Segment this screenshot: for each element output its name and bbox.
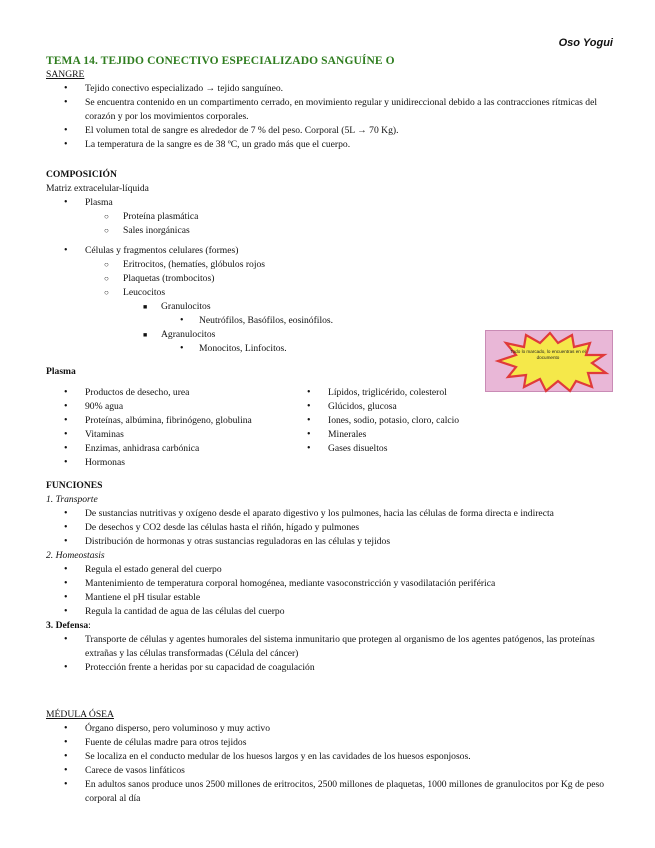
list-item: • Regula la cantidad de agua de las células del cuerpo (46, 605, 621, 619)
composicion-subheading: Matriz extracelular-líquida (46, 183, 149, 194)
medula-section (46, 708, 621, 806)
list-item: ○ Sales inorgánicas (46, 224, 616, 238)
defensa-label-row: 3. Defensa: (46, 620, 91, 631)
granulocitos-detail: • Neutrófilos, Basófilos, eosinófilos. (46, 314, 616, 328)
list-item: • Lípidos, triglicérido, colesterol (289, 386, 589, 400)
list-item: • Transporte de células y agentes humorales del sistema inmunitario que protegen al organismo de los agentes patógenos, las proteínas extrañas y las células transformadas (Célula del cáncer) (46, 633, 621, 661)
list-item: • Glúcidos, glucosa (289, 400, 589, 414)
plasma-right-list (289, 386, 589, 470)
granulocitos-detail-list (46, 314, 616, 328)
list-item: • Tejido conectivo especializado → tejido sanguíneo. (46, 82, 616, 96)
composicion-section (46, 168, 616, 356)
transporte-label: 1. Transporte (46, 494, 98, 505)
list-item: • Iones, sodio, potasio, cloro, calcio (289, 414, 589, 428)
list-item: ○ Proteína plasmática (46, 210, 616, 224)
sangre-heading: SANGRE (46, 69, 85, 80)
list-item: • Protección frente a heridas por su capacidad de coagulación (46, 661, 621, 675)
sangre-list (46, 82, 616, 152)
list-item: • De desechos y CO2 desde las células hasta el riñón, hígado y pulmones (46, 521, 621, 535)
list-item: • Distribución de hormonas y otras sustancias reguladoras en las células y tejidos (46, 535, 621, 549)
cells-item: • Células y fragmentos celulares (formes) (46, 244, 616, 258)
list-item: • Gases disueltos (289, 442, 589, 456)
sangre-section (46, 68, 616, 152)
list-item: • Proteínas, albúmina, fibrinógeno, globulina (46, 414, 289, 428)
plasma-sublist (46, 210, 616, 238)
agranulocitos-detail: • Monocitos, Linfocitos. (46, 342, 616, 356)
agranulocitos-item: ■ Agranulocitos (46, 328, 616, 342)
list-item: • Minerales (289, 428, 589, 442)
list-item: • Regula el estado general del cuerpo (46, 563, 621, 577)
list-item: • En adultos sanos produce unos 2500 millones de eritrocitos, 2500 millones de plaquetas, 1000 millones de granulocitos por Kg de peso corporal al día (46, 778, 621, 806)
list-item: • Carece de vasos linfáticos (46, 764, 621, 778)
list-item: • Órgano disperso, pero voluminoso y muy activo (46, 722, 621, 736)
sticker-text: Todo lo marcado, lo encuentras en el documento (510, 349, 586, 360)
list-item: • Productos de desecho, urea (46, 386, 289, 400)
cells-sublist (46, 258, 616, 300)
list-item: • 90% agua (46, 400, 289, 414)
list-item: • Vitaminas (46, 428, 289, 442)
list-item: • Mantenimiento de temperatura corporal homogénea, mediante vasoconstricción y vasodilatación periférica (46, 577, 621, 591)
list-item: • Mantiene el pH tisular estable (46, 591, 621, 605)
starburst-sticker (485, 330, 613, 392)
plasma-item: • Plasma (46, 196, 616, 210)
composicion-list (46, 196, 616, 210)
defensa-number: 3. (46, 620, 54, 631)
cells-list (46, 244, 616, 258)
granulocitos-list (46, 300, 616, 314)
list-item: • El volumen total de sangre es alrededor de 7 % del peso. Corporal (5L → 70 Kg). (46, 124, 616, 138)
homeostasis-label: 2. Homeostasis (46, 550, 105, 561)
list-item: ○ Eritrocitos, (hematíes, glóbulos rojos (46, 258, 616, 272)
list-item: • De sustancias nutritivas y oxígeno desde el aparato digestivo y los pulmones, hacia las células de forma directa e indirecta (46, 507, 621, 521)
list-item: • La temperatura de la sangre es de 38 ºC, un grado más que el cuerpo. (46, 138, 616, 152)
homeostasis-list (46, 563, 621, 619)
plasma-columns (46, 386, 606, 470)
list-item: • Fuente de células madre para otros tejidos (46, 736, 621, 750)
list-item: • Enzimas, anhidrasa carbónica (46, 442, 289, 456)
funciones-heading: FUNCIONES (46, 480, 103, 491)
transporte-list (46, 507, 621, 549)
list-item: • Hormonas (46, 456, 289, 470)
composicion-heading: COMPOSICIÓN (46, 169, 117, 180)
author-name: Oso Yogui (558, 37, 613, 49)
list-item: ○ Leucocitos (46, 286, 616, 300)
plasma-left-list (46, 386, 289, 470)
starburst-icon (486, 331, 614, 393)
document-title: TEMA 14. TEJIDO CONECTIVO ESPECIALIZADO SANGUÍNE O (46, 55, 395, 67)
list-item: • Se encuentra contenido en un compartimento cerrado, en movimiento regular y unidireccional debido a las contracciones rítmicas del corazón y por los movimientos corporales. (46, 96, 616, 124)
defensa-label: Defensa (55, 620, 89, 631)
defensa-list (46, 633, 621, 675)
plasma-heading: Plasma (46, 366, 76, 377)
list-item: ○ Plaquetas (trombocitos) (46, 272, 616, 286)
list-item: • Se localiza en el conducto medular de los huesos largos y en las cavidades de los huesos esponjosos. (46, 750, 621, 764)
medula-heading: MÉDULA ÓSEA (46, 709, 114, 720)
medula-list (46, 722, 621, 806)
granulocitos-item: ■ Granulocitos (46, 300, 616, 314)
funciones-section (46, 479, 621, 675)
